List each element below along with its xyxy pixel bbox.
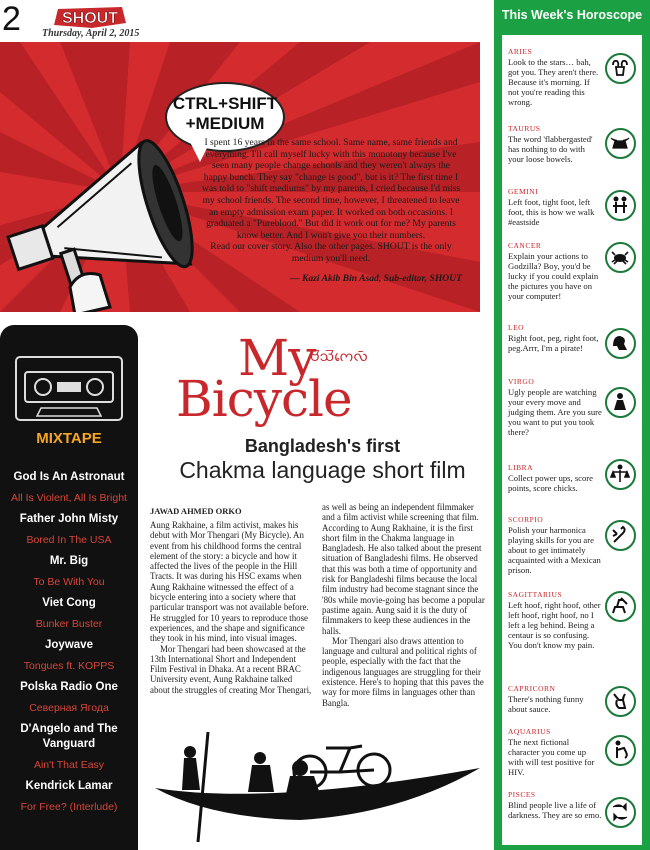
lion-icon bbox=[605, 328, 636, 359]
archer-icon bbox=[605, 591, 636, 622]
sign-name: PISCES bbox=[508, 790, 536, 799]
sign-name: CANCER bbox=[508, 241, 542, 250]
horoscope-title: This Week's Horoscope bbox=[501, 8, 643, 22]
article-subtitle-large: Chakma language short film bbox=[179, 457, 466, 483]
track-song: Ain't That Easy bbox=[33, 759, 105, 771]
track-song: To Be With You bbox=[33, 576, 105, 588]
boat-bicycle-illustration bbox=[150, 710, 490, 845]
track-song: Северная Ягода bbox=[29, 702, 109, 714]
article-paragraph: as well as being an independent filmmaker and a film activist while screening that film. According to Aung Rakhaine, it is the first short film in the Chakma language in Bangladesh. He also talked about the present situation of Bangladeshi films. He observed that this was both a time of opportunity and risk for Bangladeshi films because the local film industry had become stagnant since the '80s while movie-going has become a popular pastime again. Aung said it is the duty of filmmakers to keep these audiences in the halls. bbox=[322, 502, 485, 636]
sign-text: Ugly people are watching your every move and judging them. Are you sure you want to put you took there? bbox=[508, 387, 602, 437]
sign-text: Polish your harmonica playing skills for you are about to get intimately acquainted with a Mexican prison. bbox=[508, 525, 601, 575]
sign-name: VIRGO bbox=[508, 377, 535, 386]
editorial-signature: — Kazi Akib Bin Asad, Sub-editor, SHOUT bbox=[289, 272, 462, 284]
track-song: Bunker Buster bbox=[35, 618, 103, 630]
mixtape-title: MIXTAPE bbox=[36, 430, 102, 447]
sign-text: Explain your actions to Godzilla? Boy, you'd be lucky if you could explain the pictures you have on your computer! bbox=[508, 251, 599, 301]
sign-text: Right foot, peg, right foot, peg.Arrr, I'm a pirate! bbox=[508, 333, 599, 353]
list-item bbox=[0, 512, 138, 548]
svg-text:SHOUT: SHOUT bbox=[62, 10, 118, 27]
sign-text: There's nothing funny about sauce. bbox=[508, 694, 584, 714]
fish-icon bbox=[605, 797, 636, 828]
article-title-my: My bbox=[238, 329, 316, 387]
horoscope-sidebar bbox=[494, 0, 650, 850]
sign-name: ARIES bbox=[508, 47, 533, 56]
sign-name: LEO bbox=[508, 323, 525, 332]
horoscope-entry-pisces bbox=[508, 790, 602, 820]
horoscope-entry-cancer bbox=[508, 241, 602, 301]
maiden-icon bbox=[605, 387, 636, 418]
track-artist: Viet Cong bbox=[42, 597, 96, 609]
shout-logo bbox=[52, 5, 128, 29]
track-artist: Joywave bbox=[45, 639, 93, 651]
sign-name: CAPRICORN bbox=[508, 684, 556, 693]
list-item bbox=[0, 470, 138, 506]
list-item bbox=[0, 596, 138, 632]
megaphone-illustration bbox=[0, 137, 230, 312]
ram-icon bbox=[605, 53, 636, 84]
list-item bbox=[0, 638, 138, 674]
track-artist: Kendrick Lamar bbox=[25, 780, 113, 792]
sign-text: Collect power ups, score points, score chicks. bbox=[508, 473, 593, 493]
article-subtitle: Bangladesh's first bbox=[244, 436, 401, 456]
article-title-bicycle: Bicycle bbox=[176, 370, 352, 428]
horoscope-panel bbox=[502, 35, 642, 845]
crab-icon bbox=[605, 242, 636, 273]
article-title-chakma: 𑄝𑄭𑄥𑄭𑄇𑄬𑄣𑄴 bbox=[310, 349, 368, 365]
editorial-banner bbox=[0, 42, 480, 312]
article-column-right bbox=[322, 502, 486, 708]
list-item bbox=[0, 779, 138, 815]
sign-text: The word 'flabbergasted' has nothing to do with your loose bowels. bbox=[508, 134, 593, 164]
sign-text: Look to the stars… bah, got you. They aren't there. Because it's morning. If not you're reading this wrong. bbox=[508, 57, 599, 107]
page-number: 2 bbox=[2, 0, 21, 38]
track-artist: God Is An Astronaut bbox=[13, 471, 125, 483]
article-column-left bbox=[150, 520, 314, 695]
scorpion-icon bbox=[605, 520, 636, 551]
horoscope-entry-virgo bbox=[508, 377, 602, 437]
sign-text: Left foot, tight foot, left foot, this is how we walk #eastside bbox=[508, 197, 595, 227]
horoscope-entry-sagittarius bbox=[508, 590, 602, 650]
sign-text: Blind people live a life of darkness. They are so emo. bbox=[508, 800, 602, 820]
speech-bubble-text: CTRL+SHIFT +MEDIUM bbox=[172, 94, 278, 133]
twins-icon bbox=[605, 190, 636, 221]
horoscope-entry-aries bbox=[508, 47, 602, 107]
horoscope-entry-aquarius bbox=[508, 727, 602, 777]
sign-text: The next fictional character you come up with will test positive for HIV. bbox=[508, 737, 595, 777]
editorial-paragraph: Read our cover story. Also the other pages. SHOUT is the only medium you'll need. bbox=[210, 241, 452, 264]
track-song: All Is Violent, All Is Bright bbox=[11, 492, 127, 504]
editorial-text bbox=[200, 137, 462, 284]
horoscope-entry-libra bbox=[508, 463, 602, 493]
scales-icon bbox=[605, 459, 636, 490]
track-song: Bored In The USA bbox=[26, 534, 112, 546]
list-item bbox=[0, 554, 138, 590]
track-artist: D'Angelo and The Vanguard bbox=[20, 723, 118, 750]
bull-icon bbox=[605, 128, 636, 159]
editorial-paragraph: I spent 16 years in the same school. Same name, same friends and everything. I'll call myself lucky with this monotony because I've seen many people change schools and they weren't always the happy bunch. They say "change is good", but is it? The first time I was told to "shift mediums" by my parents, I cried because I'd miss my school friends. The second time, however, I threatened to leave an empty admission exam paper. It worked on both occasions. I graduated a "Pureblood." But did it work out for me? My parents know better. And I won't give you their numbers. bbox=[201, 137, 461, 241]
sign-name: TAURUS bbox=[508, 124, 541, 133]
article-paragraph: Mor Thengari had been showcased at the 13th International Short and Independent Film Festival in Dhaka. At a recent BRAC University event, Aung Rakhaine talked about the struggles of creating Mor Thengari, bbox=[150, 643, 312, 695]
sign-name: AQUARIUS bbox=[508, 727, 551, 736]
sign-name: GEMINI bbox=[508, 187, 539, 196]
goat-icon bbox=[605, 686, 636, 717]
horoscope-entry-scorpio bbox=[508, 515, 602, 575]
sign-text: Left hoof, right hoof, other left hoof, right hoof, no I left a leg behind. Being a centaur is so confusing. You don't know my pain. bbox=[508, 600, 601, 650]
horoscope-entry-leo bbox=[508, 323, 602, 353]
list-item bbox=[0, 680, 138, 716]
cassette-icon bbox=[15, 356, 123, 421]
horoscope-entry-taurus bbox=[508, 124, 602, 164]
article-paragraph: Aung Rakhaine, a film activist, makes his debut with Mor Thengari (My Bicycle). An event from his childhood forms the central element of the story: a bicycle and how it affected the lives of the people in the Hill Tracts. It was during his HSC exams when Aung Rakhaine witnessed the effect of a bicycle entering into a society where that particular transport was not available before. He struggled for 10 years to reproduce those experiences, and the shape and significance they took in his mind, into visual images. bbox=[150, 520, 309, 644]
article-paragraph: Mor Thengari also draws attention to language and cultural and political rights of people, especially with the fact that the indigenous languages are struggling for their existence. Here's to hoping that this paves the way for more films in languages other than Bangla. bbox=[322, 635, 484, 708]
issue-date: Thursday, April 2, 2015 bbox=[42, 28, 140, 39]
horoscope-entry-capricorn bbox=[508, 684, 602, 714]
sign-name: SCORPIO bbox=[508, 515, 544, 524]
sign-name: SAGITTARIUS bbox=[508, 590, 563, 599]
track-artist: Mr. Big bbox=[49, 555, 89, 567]
mixtape-track-list bbox=[0, 470, 138, 821]
track-artist: Polska Radio One bbox=[20, 681, 118, 693]
article-byline: JAWAD AHMED ORKO bbox=[150, 506, 242, 516]
track-song: For Free? (Interlude) bbox=[20, 801, 118, 813]
water-bearer-icon bbox=[605, 735, 636, 766]
sign-name: LIBRA bbox=[508, 463, 533, 472]
list-item bbox=[0, 722, 138, 773]
horoscope-entry-gemini bbox=[508, 187, 602, 227]
track-artist: Father John Misty bbox=[19, 513, 119, 525]
track-song: Tongues ft. KOPPS bbox=[23, 660, 115, 672]
